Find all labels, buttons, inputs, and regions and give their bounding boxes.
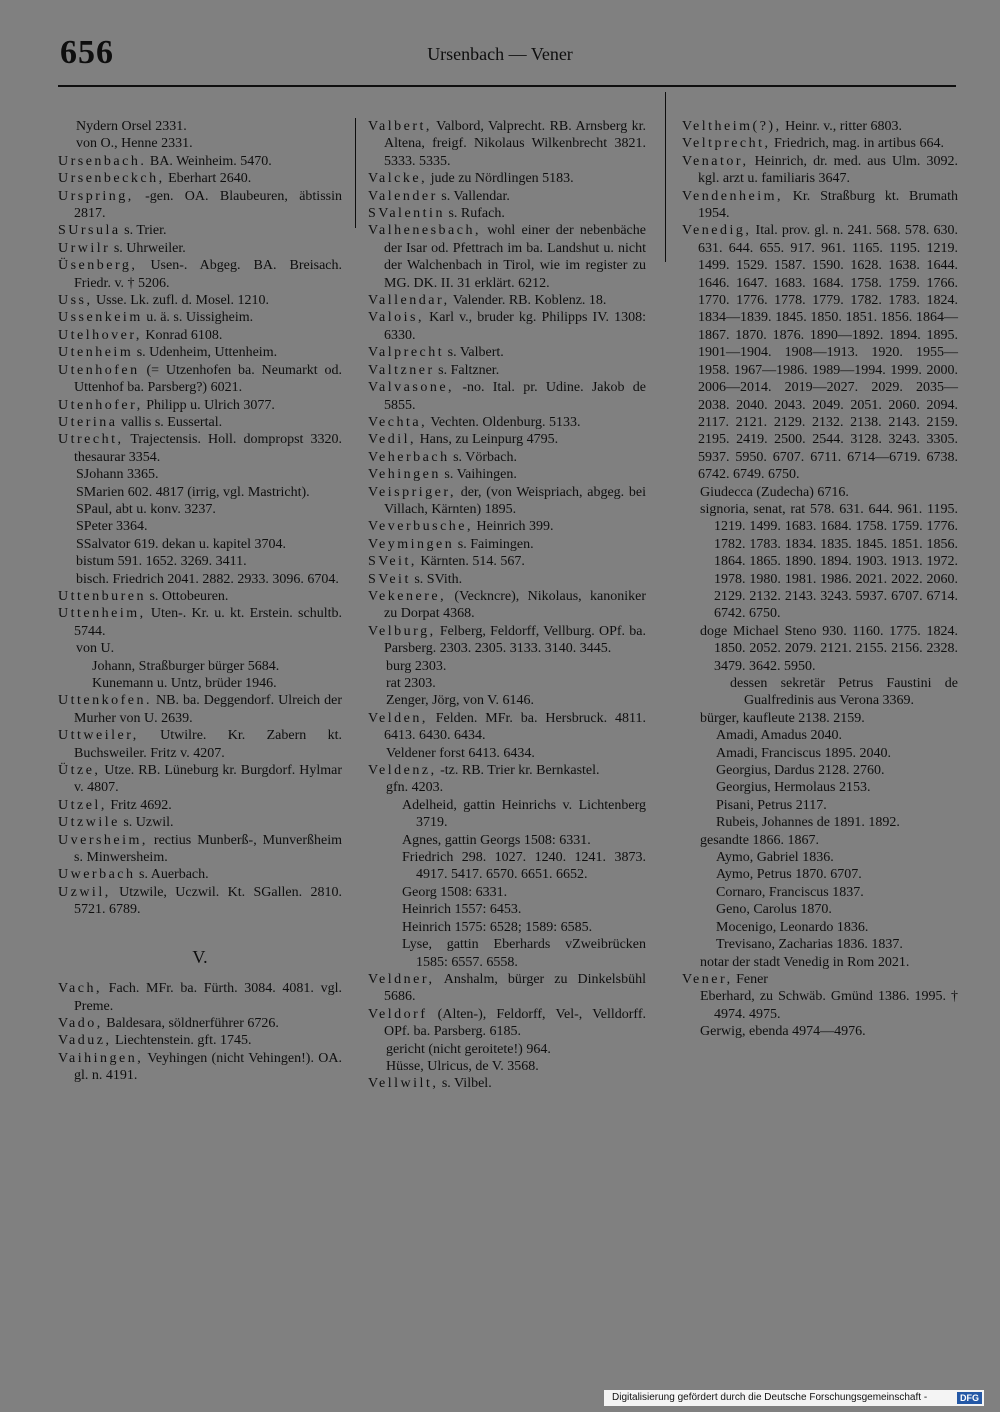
entry-headword: Vehingen (368, 467, 441, 483)
index-entry (58, 170, 342, 187)
index-subentry: Aymo, Gabriel 1836. (716, 850, 834, 866)
entry-headword: Valprecht (368, 345, 445, 361)
entry-text: Liechtenstein. gft. 1745. (111, 1033, 252, 1049)
entry-text: (= Utzenhofen ba. Neumarkt od. Uttenhof ba. Parsberg?) 6021. (74, 362, 342, 396)
index-entry (58, 866, 342, 883)
index-entry (368, 710, 646, 745)
index-entry (682, 971, 958, 988)
index-entry (58, 397, 342, 414)
index-subentry: bisch. Friedrich 2041. 2882. 2933. 3096. 6704. (76, 571, 339, 587)
entry-text: Konrad 6108. (141, 327, 223, 343)
entry-text: s. Udenheim, Uttenheim. (133, 345, 278, 361)
index-subentry: Heinrich 1575: 6528; 1589: 6585. (402, 919, 593, 935)
entry-text: Veyhingen (nicht Vehingen!). OA. gl. n. 4191. (74, 1050, 342, 1084)
entry-text: Vechten. Oldenburg. 5133. (427, 414, 581, 430)
entry-text: Anshalm, bürger zu Dinkelsbühl 5686. (384, 971, 646, 1005)
entry-headword: Uterina (58, 414, 118, 430)
entry-headword: Valvasone, (368, 380, 455, 396)
index-subentry: Friedrich 298. 1027. 1240. 1241. 3873. 4917. 5417. 6570. 6651. 6652. (402, 850, 646, 883)
index-entry (58, 257, 342, 292)
entry-text: jude zu Nördlingen 5183. (427, 171, 574, 187)
entry-text: Heinrich 399. (473, 519, 554, 535)
entry-text: Uten-. Kr. u. kt. Erstein. schultb. 5744. (74, 606, 342, 639)
entry-text: Trajectensis. Holl. dompropst 3320. thesaurar 3354. (74, 432, 342, 465)
entry-headword: Uzwil, (58, 884, 111, 900)
index-subentry: Georgius, Dardus 2128. 2760. (716, 763, 885, 779)
entry-headword: Vellwilt, (368, 1076, 439, 1092)
index-subentry: SSalvator 619. dekan u. kapitel 3704. (76, 536, 286, 552)
index-entry (368, 449, 646, 466)
index-subentry: Gerwig, ebenda 4974—4976. (700, 1024, 866, 1040)
index-entry (682, 153, 958, 188)
entry-headword: Veymingen (368, 536, 455, 552)
entry-headword: Uttenkofen. (58, 693, 152, 709)
entry-text: (Alten-), Feldorff, Vel-, Velldorff. OPf. ba. Parsberg. 6185. (384, 1006, 646, 1040)
index-subentry: Agnes, gattin Georgs 1508: 6331. (402, 832, 591, 848)
entry-text: Hans, zu Leinpurg 4795. (416, 432, 559, 448)
index-entry (368, 118, 646, 170)
index-entry (368, 344, 646, 361)
entry-text: Ital. prov. gl. n. 241. 568. 578. 630. 631. 644. 655. 917. 961. 1165. 1195. 1219. 1499. 1529. 1587. 1590. 1628. 1638. 1644. 1646. 1647. 1683. 1684. 1758. 1759. 1766. 1770. 1776. 1778. 1779. 1782. 1783. 1824. 1834—1839. 1845. 1850. 1851. 1856. 1864—1867. 1870. 1876. 1890—1892. 1894. 1895. 1901—1904. 1908—1913. 1920. 1955—1958. 1967—1986. 1989—1994. 1999. 2000. 2006—2014. 2019—2027. 2029. 2035—2038. 2040. 2043. 2049. 2051. 2060. 2094. 2117. 2121. 2129. 2132. 2138. 2143. 2159. 2195. 2419. 2500. 2544. 3128. 3243. 3305. 5937. 5950. 6707. 6711. 6714—6719. 6738. 6742. 6749. 6750. (698, 223, 958, 483)
index-entry (58, 292, 342, 309)
entry-headword: Velburg, (368, 623, 436, 639)
index-entry (58, 327, 342, 344)
entry-headword: Vach, (58, 981, 102, 997)
index-subentry: Nydern Orsel 2331. (76, 119, 187, 134)
index-subentry: Johann, Straßburger bürger 5684. (92, 658, 280, 674)
entry-text: Eberhart 2640. (164, 171, 252, 187)
entry-text: Fener (732, 971, 768, 987)
column-divider-left (355, 118, 356, 228)
entry-text: NB. ba. Deggendorf. Ulreich der Murher von U. 2639. (74, 693, 342, 726)
entry-headword: Veltprecht, (682, 136, 771, 152)
entry-headword: Veverbusche, (368, 519, 474, 535)
entry-text: Valender. RB. Koblenz. 18. (449, 293, 607, 309)
index-entry (368, 414, 646, 431)
index-subentry: Georg 1508: 6331. (402, 884, 508, 900)
entry-headword: Veldorf (368, 1006, 428, 1022)
index-subentry: Hüsse, Ulricus, de V. 3568. (386, 1058, 539, 1074)
index-subentry: Mocenigo, Leonardo 1836. (716, 919, 869, 935)
entry-text: Fach. MFr. ba. Fürth. 3084. 4081. vgl. Preme. (74, 981, 342, 1014)
entry-text: s. Vallendar. (437, 188, 510, 204)
entry-text: -gen. OA. Blaubeuren, äbtissin 2817. (74, 188, 342, 222)
index-entry (682, 222, 958, 483)
page-number: 656 (60, 34, 114, 71)
index-entry (58, 1015, 342, 1032)
index-column-1 (58, 118, 342, 1085)
entry-headword: Veltheim(?), (682, 119, 782, 134)
index-entry (58, 605, 342, 640)
entry-headword: Utenhofen (58, 362, 140, 378)
entry-text: Karl v., bruder kg. Philipps IV. 1308: 6330. (384, 310, 646, 343)
entry-headword: Uss, (58, 293, 93, 309)
entry-headword: Üsenberg, (58, 258, 138, 274)
entry-headword: SUrsula (58, 223, 121, 239)
entry-headword: Uttweiler, (58, 728, 139, 744)
entry-text: s. Uzwil. (119, 815, 174, 831)
entry-headword: Veherbach (368, 449, 450, 465)
index-entry (58, 832, 342, 867)
index-entry (58, 344, 342, 361)
entry-text: der, (von Weispriach, abgeg. bei Villach, Kärnten) 1895. (384, 484, 646, 517)
index-entry (58, 692, 342, 727)
index-entry (368, 379, 646, 414)
entry-text: s. Vörbach. (449, 449, 517, 465)
entry-headword: Valender (368, 188, 438, 204)
index-entry (368, 762, 646, 779)
index-entry (368, 484, 646, 519)
section-letter: V. (192, 946, 208, 967)
entry-headword: Vado, (58, 1015, 103, 1031)
index-subentry: dessen sekretär Petrus Faustini de Gualfredinis aus Verona 3369. (730, 676, 958, 709)
index-column-2 (368, 118, 646, 1093)
entry-headword: SValentin (368, 206, 445, 222)
entry-text: (Veckncre), Nikolaus, kanoniker zu Dorpat 4368. (384, 588, 646, 622)
index-entry (368, 518, 646, 535)
entry-headword: Velden, (368, 710, 428, 726)
index-entry (368, 1075, 646, 1092)
index-entry (58, 188, 342, 223)
entry-text: s. Ottobeuren. (145, 588, 229, 604)
index-entry (368, 536, 646, 553)
index-subentry: von U. (76, 641, 115, 657)
index-entry (368, 205, 646, 222)
entry-headword: Vendenheim, (682, 188, 783, 204)
entry-text: s. Trier. (120, 223, 167, 239)
entry-headword: Utzel, (58, 797, 107, 813)
index-subentry: gesandte 1866. 1867. (700, 832, 819, 848)
index-subentry: signoria, senat, rat 578. 631. 644. 961. 1195. 1219. 1499. 1683. 1684. 1758. 1759. 1776. 1782. 1783. 1834. 1835. 1845. 1851. 1856. 1864. 1865. 1890. 1894. 1903. 1913. 1972. 1978. 1980. 1981. 1986. 2021. 2022. 2060. 2129. 2132. 2143. 3243. 5937. 6707. 6714. 6742. 6750. (700, 501, 958, 622)
index-entry (368, 623, 646, 658)
index-entry (58, 153, 342, 170)
entry-headword: Urwilr (58, 240, 111, 256)
index-entry (368, 588, 646, 623)
index-subentry: Amadi, Franciscus 1895. 2040. (716, 745, 891, 761)
entry-headword: Veispriger, (368, 484, 456, 500)
entry-headword: Valois, (368, 310, 424, 326)
index-entry (368, 309, 646, 344)
index-subentry: SMarien 602. 4817 (irrig, vgl. Mastricht). (76, 484, 310, 500)
entry-text: -no. Ital. pr. Udine. Jakob de 5855. (384, 380, 646, 413)
index-subentry: Veldener forst 6413. 6434. (386, 745, 535, 761)
index-subentry: von O., Henne 2331. (76, 136, 193, 152)
entry-headword: Valtzner (368, 362, 435, 378)
entry-text: Utwilre. Kr. Zabern kt. Buchsweiler. Fritz v. 4207. (74, 728, 342, 761)
entry-text: Usse. Lk. zufl. d. Mosel. 1210. (92, 293, 270, 309)
index-entry (58, 588, 342, 605)
entry-headword: Valhenesbach, (368, 223, 481, 239)
entry-text: Heinrich, dr. med. aus Ulm. 3092. kgl. arzt u. familiaris 3647. (698, 153, 958, 187)
index-subentry: Cornaro, Franciscus 1837. (716, 884, 864, 900)
index-entry (58, 1050, 342, 1085)
entry-text: Heinr. v., ritter 6803. (781, 119, 902, 134)
index-subentry: gfn. 4203. (386, 780, 444, 796)
index-entry (58, 309, 342, 326)
index-entry (58, 884, 342, 919)
index-entry (58, 727, 342, 762)
index-subentry: Eberhard, zu Schwäb. Gmünd 1386. 1995. † 4974. 4975. (700, 989, 958, 1022)
entry-headword: Urspring, (58, 188, 134, 204)
index-subentry: SPaul, abt u. konv. 3237. (76, 501, 216, 517)
index-subentry: notar der stadt Venedig in Rom 2021. (700, 954, 910, 970)
entry-headword: SVeit, (368, 554, 417, 570)
entry-headword: Uversheim, (58, 832, 148, 848)
index-entry (368, 170, 646, 187)
entry-text: Felberg, Feldorff, Vellburg. OPf. ba. Parsberg. 2303. 2305. 3133. 3140. 3445. (384, 623, 646, 657)
entry-headword: Utrecht, (58, 432, 124, 448)
entry-text: Kärnten. 514. 567. (416, 554, 525, 570)
entry-headword: Utenhofer, (58, 397, 143, 413)
dfg-logo: DFG (957, 1392, 982, 1404)
entry-text: s. Vilbel. (438, 1076, 492, 1092)
index-subentry: burg 2303. (386, 658, 447, 674)
index-entry (58, 797, 342, 814)
index-entry (368, 571, 646, 588)
index-subentry: bürger, kaufleute 2138. 2159. (700, 710, 865, 726)
index-subentry: Giudecca (Zudecha) 6716. (700, 484, 849, 500)
index-entry (682, 135, 958, 152)
index-entry (58, 362, 342, 397)
entry-headword: Venator, (682, 153, 749, 169)
index-subentry: Adelheid, gattin Heinrichs v. Lichtenberg 3719. (402, 797, 646, 831)
index-subentry: Amadi, Amadus 2040. (716, 728, 842, 744)
index-entry (368, 1006, 646, 1041)
index-subentry: Rubeis, Johannes de 1891. 1892. (716, 815, 900, 831)
index-subentry: bistum 591. 1652. 3269. 3411. (76, 554, 247, 570)
entry-headword: Ursenbeckch, (58, 171, 165, 187)
entry-text: Utzwile, Uczwil. Kt. SGallen. 2810. 5721. 6789. (74, 884, 342, 918)
entry-headword: Utenheim (58, 345, 134, 361)
index-entry (368, 971, 646, 1006)
entry-headword: Vedil, (368, 432, 417, 448)
index-subentry: gericht (nicht geroitete!) 964. (386, 1041, 551, 1057)
entry-text: s. Uhrweiler. (110, 240, 186, 256)
index-subentry: Heinrich 1557: 6453. (402, 902, 522, 918)
index-subentry: Kunemann u. Untz, brüder 1946. (92, 676, 277, 691)
entry-text: Usen-. Abgeg. BA. Breisach. Friedr. v. † 5206. (74, 258, 342, 291)
index-entry (368, 222, 646, 292)
entry-headword: Ursenbach. (58, 153, 147, 169)
entry-headword: Ütze, (58, 763, 101, 779)
index-entry (58, 431, 342, 466)
index-entry (58, 762, 342, 797)
entry-text: s. Faltzner. (434, 362, 500, 378)
index-entry (368, 553, 646, 570)
entry-text: vallis s. Eussertal. (117, 414, 223, 430)
entry-headword: Uwerbach (58, 867, 136, 883)
index-entry (58, 814, 342, 831)
entry-text: s. Rufach. (444, 206, 505, 222)
column-divider-right (665, 92, 666, 262)
entry-text: Felden. MFr. ba. Hersbruck. 4811. 6413. 6430. 6434. (384, 710, 646, 744)
entry-headword: Ussenkeim (58, 310, 143, 326)
entry-text: Fritz 4692. (106, 797, 172, 813)
entry-text: BA. Weinheim. 5470. (146, 153, 272, 169)
index-entry (368, 292, 646, 309)
entry-headword: Vekenere, (368, 588, 447, 604)
index-subentry: Aymo, Petrus 1870. 6707. (716, 867, 862, 883)
entry-text: u. ä. s. Uissigheim. (142, 310, 254, 326)
entry-text: s. Valbert. (444, 345, 504, 361)
index-entry (368, 466, 646, 483)
index-subentry: Zenger, Jörg, von V. 6146. (386, 693, 534, 709)
entry-headword: Vechta, (368, 414, 428, 430)
entry-headword: Vener, (682, 971, 733, 987)
entry-text: Kr. Straßburg kt. Brumath 1954. (698, 188, 958, 222)
index-subentry: Lyse, gattin Eberhards vZweibrücken 1585: 6557. 6558. (402, 937, 646, 970)
entry-text: -tz. RB. Trier kr. Bernkastel. (436, 763, 600, 779)
entry-text: Utze. RB. Lüneburg kr. Burgdorf. Hylmar v. 4807. (74, 763, 342, 796)
entry-text: s. Auerbach. (135, 867, 209, 883)
entry-headword: Valcke, (368, 171, 428, 187)
index-entry (368, 362, 646, 379)
entry-headword: Uttenheim, (58, 606, 146, 622)
entry-headword: Valbert, (368, 119, 432, 134)
entry-headword: Vaduz, (58, 1033, 112, 1049)
index-subentry: SJohann 3365. (76, 467, 159, 483)
index-entry (58, 1032, 342, 1049)
index-entry (58, 414, 342, 431)
entry-headword: Venedig, (682, 223, 752, 239)
index-entry (58, 980, 342, 1015)
index-entry (58, 240, 342, 257)
entry-text: Friedrich, mag. in artibus 664. (770, 136, 944, 152)
index-subentry: Trevisano, Zacharias 1836. 1837. (716, 937, 903, 953)
entry-headword: Utelhover, (58, 327, 142, 343)
index-subentry: rat 2303. (386, 676, 436, 691)
entry-text: rectius Munberß-, Munverßheim s. Minwersheim. (74, 832, 342, 866)
footer-banner (604, 1390, 984, 1406)
entry-headword: Vaihingen, (58, 1050, 144, 1066)
index-subentry: doge Michael Steno 930. 1160. 1775. 1824. 1850. 2052. 2079. 2121. 2155. 2156. 2328. 3479. 3642. 5950. (700, 623, 958, 674)
index-subentry: SPeter 3364. (76, 519, 148, 535)
index-subentry: Pisani, Petrus 2117. (716, 797, 827, 813)
entry-headword: Uttenburen (58, 588, 146, 604)
entry-text: wohl einer der nebenbäche der Isar od. Pfettrach im ba. Landshut u. nicht der Walchenbach in Tirol, wie im register zu MG. DK. II. 31 erklärt. 6212. (384, 223, 646, 291)
entry-text: s. SVith. (410, 571, 463, 587)
index-entry (368, 188, 646, 205)
entry-headword: Veldenz, (368, 763, 437, 779)
entry-headword: SVeit (368, 571, 411, 587)
index-entry (682, 118, 958, 135)
entry-headword: Veldner, (368, 971, 435, 987)
entry-text: s. Faimingen. (454, 536, 534, 552)
entry-headword: Utzwile (58, 815, 120, 831)
index-entry (368, 431, 646, 448)
entry-text: Baldesara, söldnerführer 6726. (102, 1015, 279, 1031)
index-subentry: Georgius, Hermolaus 2153. (716, 780, 871, 796)
entry-headword: Vallendar, (368, 293, 450, 309)
running-head: Ursenbach — Vener (427, 44, 573, 64)
entry-text: s. Vaihingen. (440, 467, 517, 483)
footer-text: Digitalisierung gefördert durch die Deutsche Forschungsgemeinschaft - (612, 1392, 928, 1403)
index-subentry: Geno, Carolus 1870. (716, 902, 832, 918)
header-rule (58, 85, 956, 87)
entry-text: Philipp u. Ulrich 3077. (142, 397, 275, 413)
index-column-3 (682, 118, 958, 1041)
entry-text: Valbord, Valprecht. RB. Arnsberg kr. Altena, freigf. Nikolaus Wilkenbrecht 3821. 5333. 5335. (384, 119, 646, 169)
index-entry (682, 188, 958, 223)
index-entry (58, 222, 342, 239)
